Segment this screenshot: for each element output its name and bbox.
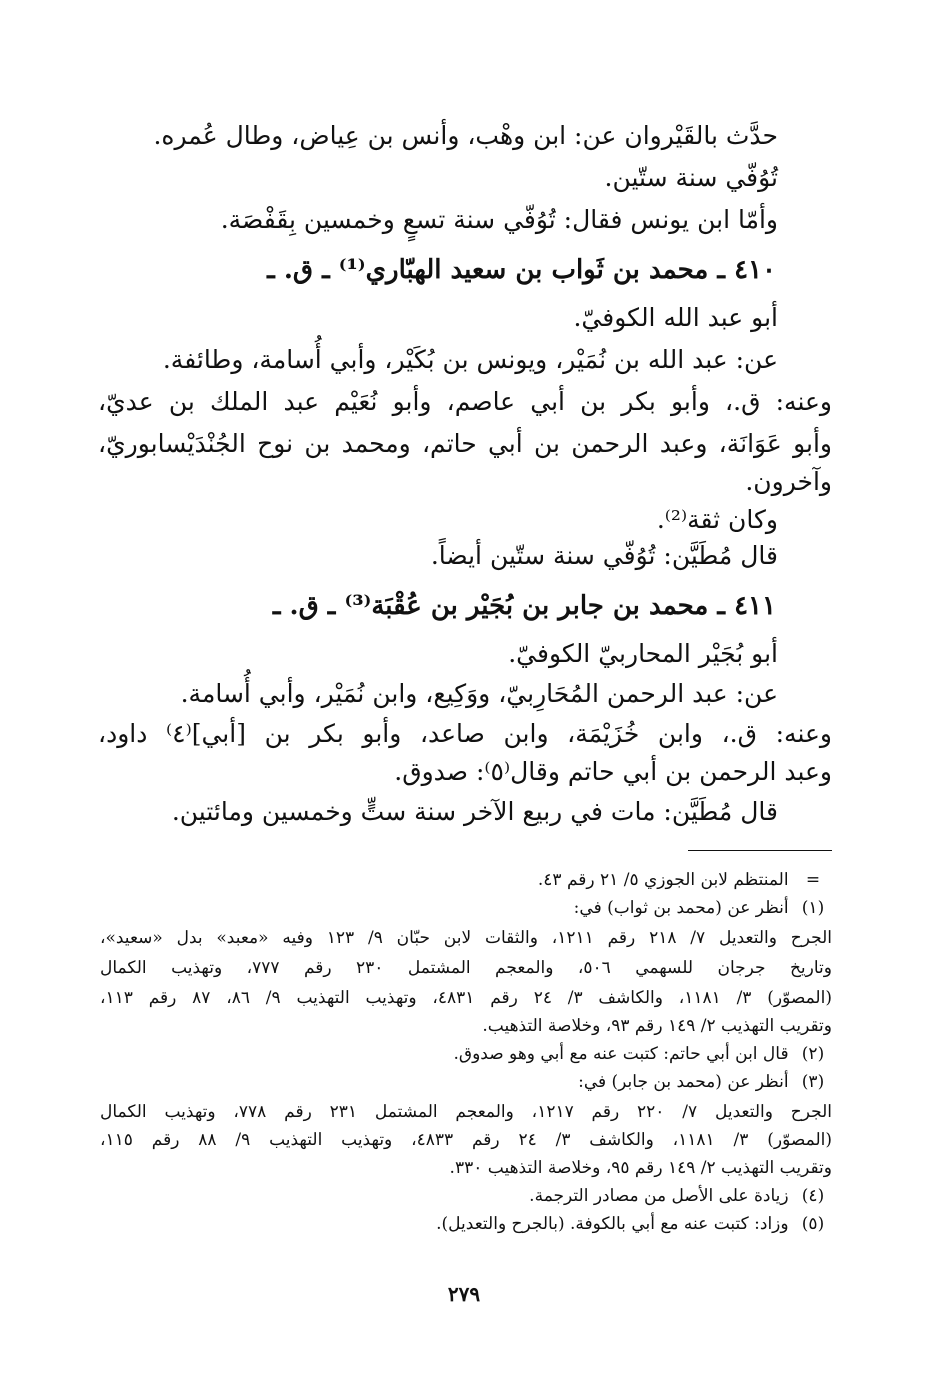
text-line: عن: عبد الله بن نُمَيْر، ويونس بن بُكَيْر، وأبي أُسامة، وطائفة. <box>162 345 778 374</box>
footnote-line: وتقريب التهذيب ٢/ ١٤٩ رقم ٩٥، وخلاصة التذهيب ٣٣٠. <box>449 1158 832 1178</box>
text-line: وكان ثقة⁽²⁾. <box>656 505 778 534</box>
footnote-line: (المصوّر) ٣/ ١١٨١، والكاشف ٣/ ٢٤ رقم ٤٨٣٣، وتهذيب التهذيب ٩/ ٨٨ رقم ١١٥، <box>100 1130 832 1150</box>
footnote-separator <box>688 850 832 851</box>
footnote-mark: (٤) <box>801 1186 825 1206</box>
footnote-mark: (٢) <box>801 1044 825 1064</box>
footnote-line <box>529 1182 832 1210</box>
text-line: قال مُطَيَّن: مات في ربيع الآخر سنة ستٍّ وخمسين ومائتين. <box>171 797 778 826</box>
footnote-line <box>578 1068 832 1096</box>
footnote-line <box>436 1210 832 1238</box>
footnote-line: وتقريب التهذيب ٢/ ١٤٩ رقم ٩٣، وخلاصة التذهيب. <box>482 1016 832 1036</box>
footnote-line: (المصوّر) ٣/ ١١٨١، والكاشف ٣/ ٢٤ رقم ٤٨٣١، وتهذيب التهذيب ٩/ ٨٦، ٨٧ رقم ١١٣، <box>100 988 832 1008</box>
text-line: وعنه: ق.، وأبو بكر بن أبي عاصم، وأبو نُعَيْم عبد الملك بن عديّ، <box>98 387 832 416</box>
text-line: وأبو عَوَانَة، وعبد الرحمن بن أبي حاتم، ومحمد بن نوح الجُنْدَيْسابوريّ، <box>98 429 832 458</box>
text-line: وأمّا ابن يونس فقال: تُوُفّي سنة تسعٍ وخمسين بِقَفْصَة. <box>220 205 778 234</box>
footnote-text: المنتظم لابن الجوزي ٥/ ٢١ رقم ٤٣. <box>537 870 789 890</box>
text-line: عن: عبد الرحمن المُحَارِبيّ، ووَكِيع، وابن نُمَيْر، وأبي أُسامة. <box>180 679 778 708</box>
entry-heading-410: ٤١٠ ـ محمد بن ثَواب بن سعيد الهبّاري⁽¹⁾ ـ ق. ـ <box>267 255 776 285</box>
text-line: حدَّث بالقَيْروان عن: ابن وهْب، وأنس بن عِياض، وطال عُمره. <box>153 121 778 150</box>
footnote-line <box>538 866 832 894</box>
footnote-text: قال ابن أبي حاتم: كتبت عنه مع أبي وهو صدوق. <box>453 1044 789 1064</box>
text-line: وآخرون. <box>745 467 832 496</box>
footnote-line: وتاريخ جرجان للسهمي ٥٠٦، والمعجم المشتمل ٢٣٠ رقم ٧٧٧، وتهذيب الكمال <box>100 958 832 978</box>
text-line: قال مُطَيَّن: تُوُفّي سنة ستّين أيضاً. <box>430 541 778 570</box>
footnote-text: وزاد: كتبت عنه مع أبي بالكوفة. (بالجرح والتعديل). <box>436 1214 789 1234</box>
text-line: وعنه: ق.، وابن خُزَيْمَة، وابن صاعد، وأبو بكر بن [أبي]⁽٤⁾ داود، <box>98 719 832 748</box>
footnote-mark: = <box>805 870 821 890</box>
text-line: أبو بُجَيْر المحاربيّ الكوفيّ. <box>508 639 778 668</box>
footnote-text: أنظر عن (محمد بن ثواب) في: <box>573 898 789 918</box>
footnote-line: الجرح والتعديل ٧/ ٢١٨ رقم ١٢١١، والثقات لابن حبّان ٩/ ١٢٣ وفيه «معبد» بدل «سعيد»، <box>100 928 832 948</box>
footnote-text: زيادة على الأصل من مصادر الترجمة. <box>529 1186 789 1206</box>
text-line: أبو عبد الله الكوفيّ. <box>573 303 778 332</box>
text-line: تُوُفّي سنة ستّين. <box>604 163 778 192</box>
entry-heading-411: ٤١١ ـ محمد بن جابر بن بُجَيْر بن عُقْبَة⁽³⁾ ـ ق. ـ <box>272 591 776 621</box>
page-number: ٢٧٩ <box>447 1282 481 1306</box>
footnote-mark: (١) <box>801 898 825 918</box>
footnote-text: أنظر عن (محمد بن جابر) في: <box>578 1072 789 1092</box>
footnote-line: الجرح والتعديل ٧/ ٢٢٠ رقم ١٢١٧، والمعجم المشتمل ٢٣١ رقم ٧٧٨، وتهذيب الكمال <box>100 1102 832 1122</box>
footnote-line <box>453 1040 832 1068</box>
footnote-mark: (٥) <box>801 1214 825 1234</box>
footnote-line <box>574 894 832 922</box>
text-line: وعبد الرحمن بن أبي حاتم وقال⁽٥⁾: صدوق. <box>394 757 832 786</box>
footnote-mark: (٣) <box>801 1072 825 1092</box>
